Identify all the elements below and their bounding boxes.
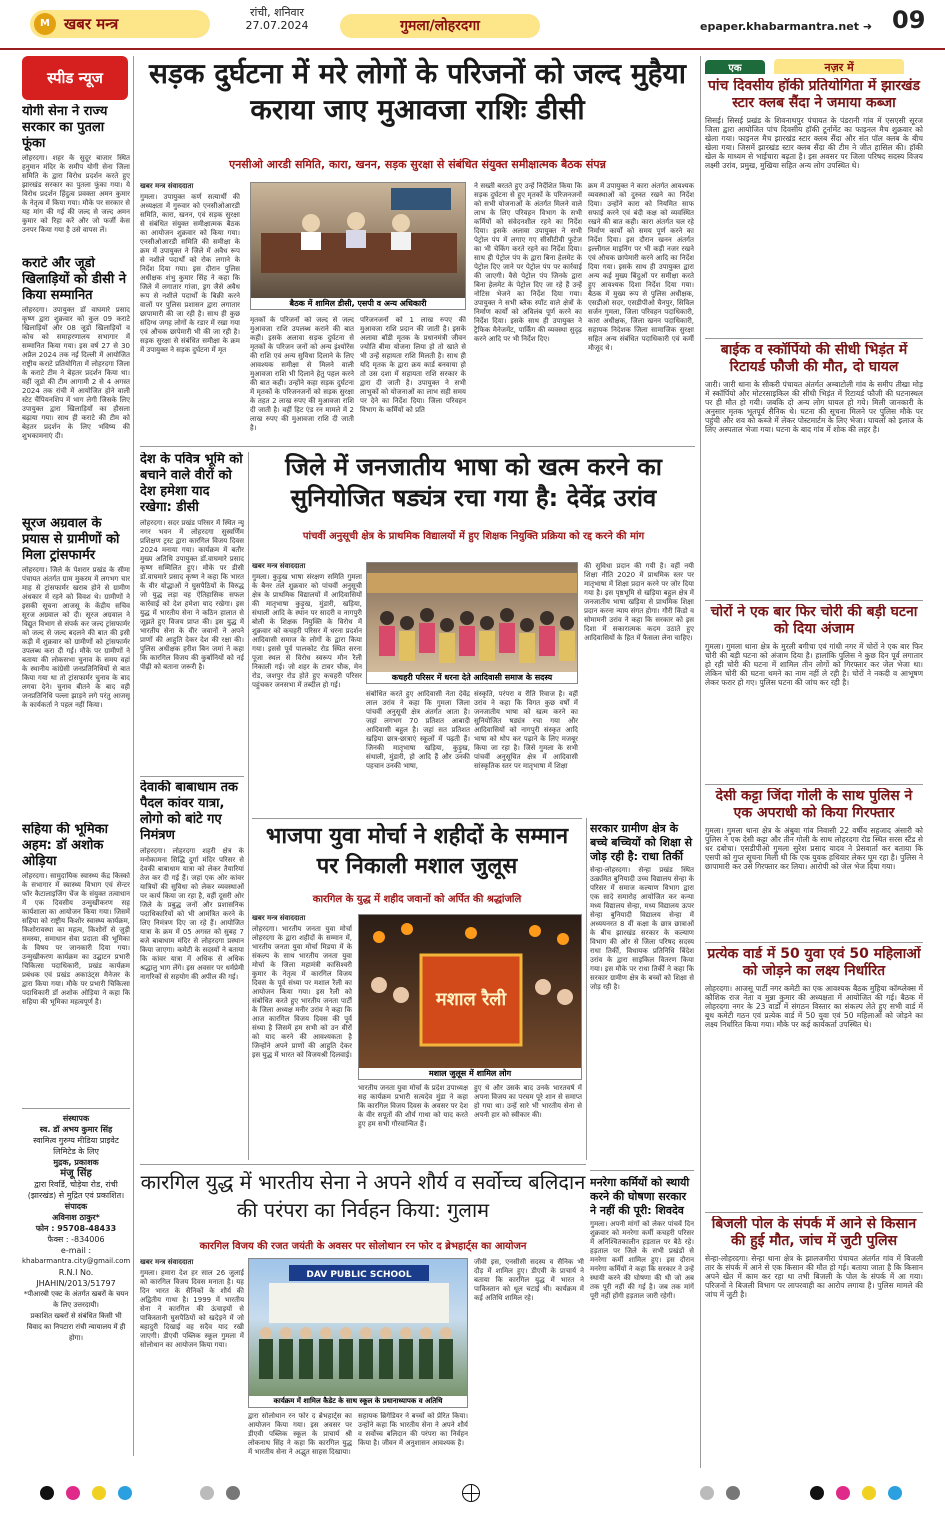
left-item-headline: सूरज अग्रवाल के प्रयास से ग्रामीणों को मिला ट्रांसफार्मर (22, 516, 120, 563)
registration-dot (66, 1486, 80, 1500)
imprint-line: *पीआरबी एक्ट के अंतर्गत खबरों के चयन के लिए उत्तरदायी। (23, 1290, 129, 1309)
imprint-line: JHAHIN/2013/51797 (36, 1279, 116, 1288)
epaper-url[interactable] (700, 20, 885, 33)
bjym-photo-caption: मशाल जुलूस में शामिल लोग (359, 1068, 581, 1079)
lead-photo-caption: बैठक में शामिल डीसी, एसपी व अन्य अधिकारी (251, 298, 465, 309)
tribal-photo-caption: कचहरी परिसर में धरना देते आदिवासी समाज के सदस्य (367, 672, 577, 683)
left-item-headline: सहिया की भूमिका अहम: डॉ अशोक ओड़िया (22, 822, 108, 869)
gulam-col-text: गुमला। हमारा देश हर साल 26 जुलाई को कारगिल विजय दिवस मनाता है। यह दिन भारत के सैनिकों के शौर्य की अद्वितीय गाथा है। 1999 में भारतीय सेना ने कारगिल की ऊंचाइयों से पाकिस्तानी घुसपैठियों को खदेड़ने में जो बहादुरी दिखाई वह सदैव याद रखी जाएगी। डीएवी पब्लिक स्कूल गुमला में सोलोथान का आयोजन किया गया। (140, 1269, 244, 1349)
right-item-headline: प्रत्येक वार्ड में 50 युवा एवं 50 महिलाओं को जोड़ने का लक्ष्य निर्धारित (707, 946, 921, 979)
lead-col-3: परिजनजनों को 1 लाख रुपए की मुआवजा राशि प्रदान की जाती है। इसके अलावा बॉडी मृतक के प्रधानमंत्री जीवन ज्योति बीमा योजना लिया हो तो खाते से भी उन्हें सहायता राशि मिलती है। साथ ही यदि मृतक के द्वारा क्रय कार्ड बनवाया हो तो उस दशा में सहायता राशि सरकार के द्वारा दी जाती है। उपायुक्त ने सभी लाभुकों को योजनाओं का लाभ सही समय पर देने का निर्देश दिया। जिला परिवहन विभाग के कर्मियों को प्रति (360, 316, 466, 414)
gulam-photo-caption: कार्यक्रम में शामिल कैडेट के साथ स्कूल के प्रधानाध्यापक व अतिथि (249, 1396, 467, 1407)
registration-dot (888, 1486, 902, 1500)
imprint-line: R.N.I No. (58, 1268, 94, 1277)
imprint-line: द्वारा रिवर्डि, चोड़ेया रोड, रांची (झारखंड) से मुद्रित एवं प्रकाशित। (27, 1180, 125, 1200)
torch-rally-illustration (359, 915, 582, 1065)
right-item-body: सेन्हा-लोहरदगा। सेन्हा थाना क्षेत्र के झालजमीरा पंचायत अंतर्गत गांव में बिजली तार के संपर्क में आने से एक किसान की मौत हो गई। बताया जाता है कि किसान अपने खेत में काम कर रहा था तभी बिजली के पोल के संपर्क में आ गया। परिजनों ने बिजली विभाग पर लापरवाही का आरोप लगाया है। पुलिस मामले की जांच में जुटी है। (705, 1254, 923, 1299)
imprint-founder: स्व. डॉ अभय कुमार सिंह (39, 1125, 113, 1134)
inner-item-2 (590, 1176, 694, 1466)
left-item-body: लोहरदगा। सामुदायिक स्वास्थ्य केंद्र किस्को के सभागार में स्वास्थ्य विभाग एवं सेन्टर फॉर कैटालाइजिंग चेंज के संयुक्त तत्वाधान में एक दिवसीय उन्मुखीकरण सह कार्यशाला का आयोजन किया गया। जिसमें सहिया को राष्ट्रीय किशोर स्वास्थ्य कार्यक्रम, किशोरावस्था का महत्व, किशोरों से जुड़ी समस्या, समाधान सेवा प्रदाता की भूमिका के विषय पर जानकारी दिया गया। उन्मुखीकरण कार्यक्रम का उद्घाटन प्रभारी चिकित्सा पदाधिकारी, प्रखंड कार्यक्रम प्रबंधक एवं प्रखंड अकाउंट्स मैनेजर के द्वारा किया गया। मौके पर प्रभारी चिकित्सा पदाधिकारी डॉ अशोक ओड़िया ने कहा कि सहिया की भूमिका महत्वपूर्ण है। (22, 872, 130, 1006)
lead-col-5: क्रम में उपायुक्त ने कारा अंतर्गत आवश्यक व्यवस्थाओं को दुरुस्त रखने का निर्देश दिया। उन्होंने कारा को नियमित साफ सफाई करने एवं बंदी कक्ष को व्यवस्थित रखने की बात कही। कारा अंतर्गत चल रहे निर्माण कार्यों को समय पूर्ण करने का निर्देश दिया। इस दौरान खनन अंतर्गत इल्लीगल माइनिंग पर भी कड़ी नजर रखने एवं औचक छापेमारी करने आदि का निर्देश दिया गया। इसके साथ ही उपायुक्त द्वारा अन्य कई मुख्य बिंदुओं पर समीक्षा करते हुए आवश्यक दिशा निर्देश दिया गया। बैठक में मुख्य रूप से पुलिस अधीक्षक, एसडीओ सदर, एसडीपीओ चैनपुर, सिविल सर्जन गुमला, जिला परिवहन पदाधिकारी, कारा अधीक्षक, जिला खनन पदाधिकारी, सहायक निदेशक जिला सामाजिक सुरक्षा सहित अन्य संबंधित पदाधिकारी एवं कर्मी मौजूद थे। (588, 182, 694, 352)
masthead (0, 0, 945, 50)
imprint-line: अविनाश ठाकुर* (52, 1213, 100, 1222)
right-item-2 (705, 342, 923, 596)
registration-dot (200, 1486, 214, 1500)
right-item-3 (705, 604, 923, 780)
protest-illustration (367, 563, 578, 671)
imprint-line: प्रकाशित खबरों से संबंधित किसी भी विवाद का निपटारा रांची न्यायालय में ही होगा। (26, 1312, 126, 1342)
right-item-body: लोहरदगा। आजसू पार्टी नगर कमेटी का एक आवश्यक बैठक मुहिया कॉम्प्लेक्स में कौशिक राज नेता व मुन्ना कुमार की अध्यक्षता में आयोजित की गई। बैठक में लोहरदगा नगर के 23 वार्डों में संगठन विस्तार का संकल्प लेते हुए सभी वार्ड में बूथ कमेटी गठन एवं प्रत्येक वार्ड में 50 युवा एवं 50 महिलाओं को जोड़ने का लक्ष्य निर्धारित किया गया। मौके पर कई कार्यकर्ता उपस्थित थे। (705, 984, 923, 1029)
imprint-email[interactable]: khabarmantra.city@gmail.com (22, 1257, 130, 1265)
tribal-col-text: गुमला। कुड़ुख भाषा संरक्षण समिति गुमला के बैनर तले शुक्रवार को पांचवीं अनुसूची क्षेत्र के प्राथमिक विद्यालयों में आदिवासियों की मातृभाषा कुड़ुख, मुंडारी, खड़िया, संथाली आदि के स्थान पर सादरी व नागपुरी बोली के शिक्षक नियुक्ति के विरोध में शुक्रवार को कचहरी परिसर में धरना प्रदर्शन आदिवासी समाज के लोगों के द्वारा किया गया। इससे पूर्व पालकोट रोड स्थित सरना पूजा स्थल से विरोध स्वरूप मौन रैली निकाली गई। जो शहर के टावर चौक, मेन रोड, जशपुर रोड होते हुए कचहरी परिसर पहुंचकर जनसभा में तब्दील हो गई। (252, 573, 362, 689)
left-item-3 (22, 516, 130, 814)
inner-item-body: सेन्हा-लोहरदगा। सेन्हा प्रखंड स्थित उत्क्रमित बुनियादी उच्च विद्यालय सेन्हा के परिसर में समाज कल्याण विभाग द्वारा एक सादे समारोह आयोजित कर कन्या मध्य विद्यालय सेन्हा, मध्य विद्यालय ऊपर सेन्हा बुनियादी विद्यालय सेन्हा में अध्ययनरत 8 वीं कक्षा के छात्र छात्राओं के बीच झारखंड सरकार के कल्याण विभाग की ओर से जिला परिषद सदस्य राधा तिर्की, विधायक प्रतिनिधि बिंदेश उरांव के द्वारा साइकिल वितरण किया गया। इस मौके पर राधा तिर्की ने कहा कि सरकार ग्रामीण क्षेत्र के बच्चों को शिक्षा से जोड़ रही है। (590, 866, 694, 991)
bjym-col-1 (252, 914, 352, 1160)
story-kargil-dc-headline: देश के पवित्र भूमि को बचाने वाले वीरों को देश हमेशा याद रखेगा: डीसी (140, 452, 243, 515)
story-tribal-language-head-box (252, 452, 695, 528)
inner-item-headline: सरकार ग्रामीण क्षेत्र के बच्चे बच्चियों को शिक्षा से जोड़ रही है: राधा तिर्की (590, 822, 693, 863)
right-item-headline: चोरों ने एक बार फिर चोरी की बड़ी घटना को दिया अंजाम (710, 604, 918, 637)
cursor-icon: ➜ (862, 20, 873, 33)
bjym-byline: खबर मन्त्र संवाददाता (252, 914, 306, 922)
brand-name: खबर मन्त्र (64, 15, 119, 33)
print-registration-strip (0, 1474, 945, 1517)
lead-byline: खबर मन्त्र संवाददाता (140, 182, 194, 190)
dateline (222, 6, 332, 32)
registration-dot (226, 1486, 240, 1500)
story-tribal-language-headline: जिले में जनजातीय भाषा को खत्म करने का सुनियोजित षड्यंत्र रचा गया है: देवेंद्र उरांव (285, 453, 662, 512)
left-column (22, 104, 130, 1444)
tribal-col-1 (252, 562, 362, 814)
gulam-col-1 (140, 1258, 244, 1468)
story-kargil-gulam-headline: कारगिल युद्ध में भारतीय सेना ने अपने शौर्य व सर्वोच्च बलिदान की परंपरा का निर्वहन किया: गुलाम (140, 1170, 586, 1222)
school-group-illustration (249, 1259, 468, 1395)
imprint-line: स्वामित्व गुरुग्य मीडिया प्राइवेट लिमिटेड के लिए (33, 1136, 119, 1156)
speed-news-logo-text: स्पीड न्यूज (47, 69, 103, 87)
left-item-headline: कराटे और जूडो खिलाड़ियों को डीसी ने किया सम्मानित (22, 256, 127, 303)
inner-item-1 (590, 822, 694, 1012)
registration-dot (118, 1486, 132, 1500)
story-kargil-dc (140, 452, 244, 772)
section-title: गुमला/लोहरदगा (340, 14, 540, 38)
inner-item-headline: मनरेगा कर्मियों को स्थायी करने की घोषणा सरकार ने नहीं की पूरी: शिवदेव (590, 1176, 690, 1217)
lead-col-1 (140, 182, 240, 442)
registration-dot (700, 1486, 714, 1500)
story-kargil-dc-body: लोहरदगा। सदर प्रखंड परिसर में स्थित न्यू नगर भवन में लोहरदगा सुस्वर्णिम प्रशिक्षण ट्रस्ट द्वारा कारगिल विजय दिवस 2024 मनाया गया। कार्यक्रम में बतौर मुख्य अतिथि उपायुक्त डॉ.वाघमारे प्रसाद कृष्ण सम्मिलित हुए। मौके पर डीसी डॉ.वाघमारे प्रसाद कृष्ण ने कहा कि भारत के वीर योद्धाओं ने घुसपैठियों के विरुद्ध जो युद्ध लड़ा वह ऐतिहासिक सफल कार्रवाई को देश हमेशा याद रखेगा। इस युद्ध में भारतीय सेना ने कठिन हालात से जूझते हुए विजय प्राप्त की। इस युद्ध में भारतीय सेना के वीर जवानों ने अपने प्राणों की आहुति देकर देश की रक्षा की। पुलिस अधीक्षक हरीश बिन जमां ने कहा कि कारगिल विजय की कुर्बानियों को नई पीढ़ी को बताना जरूरी है। (140, 519, 244, 671)
story-tribal-language-sub: पांचवीं अनुसूची क्षेत्र के प्राथमिक विद्यालयों में हुए शिक्षक नियुक्ति प्रक्रिया को रद्द करने की मांग (302, 531, 645, 542)
right-item-body: जारी। जारी थाना के सीकरी पंचायत अंतर्गत अम्बाटोली गांव के समीप तीखा मोड़ में स्कॉर्पियो और मोटरसाइकिल की सीधी भिड़ंत में रिटायर्ड फौजी की घटनास्थल पर ही मौत हो गयी। जबकि दो अन्य लोग घायल हो गये। मिली जानकारी के अनुसार मृतक भूतपूर्व सैनिक थे। घटना की सूचना मिलने पर पुलिस मौके पर पहुंची और शव को कब्जे में लेकर पोस्टमार्टम के लिए भेजा। घायलों को इलाज के लिए अस्पताल भेजा गया। घटना के बाद गांव में शोक की लहर है। (705, 380, 923, 434)
tribal-col-4: की सुविधा प्रदान की गयी है। वहीं नयी शिक्षा नीति 2020 में प्राथमिक स्तर पर मातृभाषा में शिक्षा प्रदान करने पर जोर दिया गया है। इस पृष्ठभूमि से खड़िया बहुल क्षेत्र में जनजातीय भाषा खड़िया से प्राथमिक शिक्षा प्रदान करना न्याय संगत होगा। गौरी किंडो व सोमामनी उरांव ने कहा कि सरकार को इस दिशा में सकारात्मक कदम उठाते हुए आदिवासियों के हित में फैसला लेना चाहिए। (584, 562, 694, 642)
left-item-headline: योगी सेना ने राज्य सरकार का पुतला फूंका (22, 104, 108, 151)
story-kanwar-yatra (140, 780, 244, 1160)
right-item-body: सिसई। सिसई प्रखंड के शिवनाथपुर पंचायत के पंडरानी गांव में एसएसी सूरज जिला द्वारा आयोजित पांच दिवसीय हॉकी टूर्नामेंट का फाइनल मैच शुक्रवार को खेला गया। फाइनल मैच झारखंड स्टार क्लब सैंदा और संत पॉल क्लब के बीच खेला गया। जिसमें झारखंड स्टार क्लब सैंदा की टीम ने जीत हासिल की। हॉकी खेल के माध्यम से भाईचारा बढ़ता है। इस अवसर पर जिला परिषद सदस्य विजय लक्ष्मी उरांव, प्रमुख, मुखिया सहित अन्य लोग उपस्थित थे। (705, 116, 923, 170)
left-item-body: लोहरदगा। जिले के पेशरार प्रखंड के सीमा पंचायत अंतर्गत ग्राम मुकरम में लगभग चार माह से ट्रांसफार्मर खराब होने से ग्रामीण अंधकार में रहने को विवश थे। ग्रामीणों ने इसकी सूचना आजसू के केंद्रीय सचिव सूरज अग्रवाल को दी। सूरज अग्रवाल ने विद्युत विभाग से संपर्क कर जल्द ट्रांसफार्मर को जल्द से जल्द बदलने की बात की इसी कड़ी में शुक्रवार को ग्रामीणों को ट्रांसफार्मर उपलब्ध करा दी गई। मौके पर ग्रामीणों ने बताया की लोकसभा चुनाव के समय वहां के स्थानीय कांग्रेसी जनप्रतिनिधियों से बात किया गया था तो ट्रांसफार्मर चुनाव के बाद लगवा देने। चुनाव बीतने के बाद वही जनप्रतिनिधि पल्ला झाड़ने लगे परंतु आजसू के कार्यकर्ता ने पहल नहीं किया। (22, 566, 130, 709)
left-item-2 (22, 256, 130, 508)
lead-col-text: गुमला। उपायुक्त कर्ण सत्यार्थी की अध्यक्षता में गुरुवार को एनसीओआरडी समिति, कारा, खनन, एवं सड़क सुरक्षा से संबंधित संयुक्त समीक्षात्मक बैठक का आयोजन शुक्रवार को किया गया। एनसीओआरडी समिति की समीक्षा के क्रम में उपायुक्त ने जिले में अवैध रूप से नशीले पदार्थों को रोक लगाने के निर्देश दिया गया। इस दौरान पुलिस अधीक्षक शंभु कुमार सिंह ने कहा कि जिले में लगातार गांजा, ड्रग जैसे अवैध रूप से नशीले पदार्थों के बिक्री करने वालों पर पुलिस प्रशासन द्वारा लगातार छापामारी की जा रही है। साथ ही कुछ संदिग्ध जगह लोगों के रडार में रखा गया एवं औचक छापेमारी भी की जा रही है। सड़क सुरक्षा से संबंधित समीक्षा के क्रम में उपायुक्त ने सड़क दुर्घटना में मृत (140, 193, 240, 354)
lead-headline-box (140, 56, 695, 156)
gulam-byline: खबर मन्त्र संवाददाता (140, 1258, 194, 1266)
imprint-line: फोन : 95708-48433 (35, 1224, 117, 1233)
page-number: 09 (892, 6, 926, 34)
right-item-4 (705, 788, 923, 938)
registration-dot (862, 1486, 876, 1500)
registration-dot (92, 1486, 106, 1500)
gulam-photo (248, 1258, 468, 1408)
right-item-headline: बिजली पोल के संपर्क में आने से किसान की हुई मौत, जांच में जुटी पुलिस (711, 1216, 917, 1249)
right-item-body: गुमला। गुमला थाना क्षेत्र के अंबुवा गांव निवासी 22 वर्षीय सहजाद अंसारी को पुलिस ने एक देसी कट्टा और तीन गोली के साथ लोहरदगा रोड स्थित सरस स्टैंड से धर दबोचा। एसडीपीओ गुमला सुरेश प्रसाद यादव ने प्रेसवार्ता कर बताया कि एसपी को गुप्त सूचना मिली थी कि एक युवक हथियार लेकर घूम रहा है। पुलिस ने छापामारी कर उसे गिरफ्तार कर लिया। आरोपी को जेल भेज दिया गया। (705, 826, 923, 871)
inner-item-body: गुमला। अपनी मांगों को लेकर पांचवें दिन शुक्रवार को मनरेगा कर्मी कचहरी परिसर में अनिश्चितकालीन हड़ताल पर बैठे रहे। हड़ताल पर जिले के सभी प्रखंडों से मनरेगा कर्मी शामिल हुए। इस दौरान मनरेगा कर्मियों ने कहा कि सरकार ने उन्हें स्थायी करने की घोषणा की थी जो अब तक पूरी नहीं की गई है। जब तक मांगें पूरी नहीं होंगी हड़ताल जारी रहेगी। (590, 1220, 694, 1300)
registration-dot (726, 1486, 740, 1500)
gulam-col-4: जीवी इस, एनसीसी सदस्य व सैनिक भी दौड़ में शामिल हुए। डीएवी के प्राचार्य ने बताया कि कारगिल युद्ध में भारत ने पाकिस्तान को धूल चटाई थी। कार्यक्रम में कई अतिथि शामिल रहे। (474, 1258, 584, 1302)
imprint-line: मंजू सिंह (60, 1168, 92, 1179)
story-kargil-gulam-head-box (140, 1168, 586, 1238)
brand-logo-icon: M (34, 13, 56, 35)
story-kanwar-yatra-body: लोहरदगा। लोहरदगा शहरी क्षेत्र के मनोकामना सिद्धि दुर्गा मंदिर परिसर से देवकी बाबाधाम यात्रा को लेकर तैयारियां तेज कर दी गई हैं। जहां एक ओर कांवर यात्रियों की सुविधा को लेकर व्यवस्थाओं पर कार्य किया जा रहा है, वहीं दूसरी ओर जिले के प्रबुद्ध जनों और प्रशासनिक पदाधिकारियों को भी आमंत्रित करने के लिए निमंत्रण दिए जा रहे हैं। आयोजित यात्रा के क्रम में 05 अगस्त को सुबह 7 बजे बाबाधाम मंदिर से लोहरदगा प्रस्थान किया जाएगा। कमेटी के सदस्यों ने बताया कि कांवर यात्रा में अधिक से अधिक श्रद्धालु भाग लेंगे। इस अवसर पर धर्मप्रेमी नागरिकों से सहयोग की अपील की गई। (140, 847, 244, 981)
registration-dot (40, 1486, 54, 1500)
imprint-line: संपादक (64, 1202, 88, 1211)
right-item-1 (705, 78, 923, 334)
left-item-body: लोहरदगा। उपायुक्त डॉ वाघमारे प्रसाद कृष्ण द्वारा शुक्रवार को कुल 09 कराटे खिलाड़ियों और 08 जूडो खिलाड़ियों व कोच को समाहरणालय सभागार में सम्मानित किया गया। इस वर्ष 27 से 30 अप्रैल 2024 तक नई दिल्ली में आयोजित राष्ट्रीय कराटे प्रतियोगिता में लोहरदगा जिला के कराटे टीम ने बेहतर प्रदर्शन किया था। वहीं जूडो की टीम आगामी 2 से 4 अगस्त 2024 तक रांची में आयोजित होने वाली स्टेट चैंपियनशिप में भाग लेगी जिसके लिए उपायुक्त द्वारा खिलाड़ियों का हौसला बढ़ाया गया। साथ ही कराटे की टीम को बेहतर प्रदर्शन के लिए भविष्य की शुभकामनाएं दी। (22, 306, 130, 440)
imprint-line: e-mail : (60, 1246, 92, 1255)
lead-headline: सड़क दुर्घटना में मरे लोगों के परिजनों को जल्द मुहैया कराया जाए मुआवजा राशिः डीसी (149, 57, 686, 126)
left-item-body: लोहरदगा। शहर के सुदूर बाजार स्थित हनुमान मंदिर के समीप योगी सेना जिला समिति के द्वारा विरोध प्रदर्शन करते हुए झारखंड सरकार का पुतला फूंका गया। ये विरोध प्रदर्शन हिंदुत्व प्रवक्ता अमन कुमार के नेतृत्व में किया गया। मौके पर सरकार से यह मांग की गई की जल्द से जल्द अमन कुमार को रिहा करें और जो फर्जी केस उनपर किया गया है उसे वापस लें। (22, 154, 130, 234)
bjym-photo (358, 914, 582, 1080)
right-item-headline: पांच दिवसीय हॉकी प्रतियोगिता में झारखंड स्टार क्लब सैंदा ने जमाया कब्जा (707, 78, 920, 111)
meeting-illustration (251, 183, 466, 293)
tribal-col-2: संबोधित करते हुए आदिवासी नेता देवेंद्र लाल उरांव ने कहा कि गुमला जिला पांचवीं अनुसूची क्षेत्र अंतर्गत आता है। जहां लगभग 70 प्रतिशत आबादी आदिवासी बहुल है। जहां सत प्रतिशत खड़िया छात्र-छात्राएं स्कूलों में पढ़ती हैं। जिनकी मातृभाषा खड़िया, कुड़ुख, संथाली, मुंडारी, हो आदि हैं और उनकी पहचान उनकी भाषा, (366, 690, 470, 770)
bjym-col-2: भारतीय जनता युवा मोर्चा के प्रदेश उपाध्यक्ष सह कार्यक्रम प्रभारी सत्यदेव मुंडा ने कहा कि कारगिल विजय दिवस के अवसर पर देश के वीर सपूतों की शौर्य गाथा को याद करते हुए हम सभी गौरवान्वित हैं। (358, 1084, 468, 1128)
imprint-line: फैक्स : -834006 (47, 1235, 105, 1244)
epaper-url-text: epaper.khabarmantra.net (700, 20, 859, 33)
tribal-byline: खबर मन्त्र संवाददाता (252, 562, 306, 570)
registration-dot (836, 1486, 850, 1500)
lead-subheadline: एनसीओ आरडी समिति, कारा, खनन, सड़क सुरक्षा से संबंधित संयुक्त समीक्षात्मक बैठक संपन्न (229, 158, 606, 171)
left-item-1 (22, 104, 130, 250)
tribal-photo (366, 562, 578, 684)
right-item-headline: देसी कट्टा जिंदा गोली के साथ पुलिस ने एक अपराधी को किया गिरफ्तार (715, 788, 913, 821)
date: 27.07.2024 (245, 19, 309, 32)
imprint (22, 1108, 130, 1344)
ek-nazar-left: एक (705, 60, 765, 74)
crosshair-icon (462, 1484, 480, 1502)
imprint-line: मुद्रक, प्रकाशक (53, 1158, 99, 1167)
ek-nazar-tab (705, 56, 923, 74)
imprint-title: संस्थापक (62, 1114, 90, 1123)
right-item-5 (705, 946, 923, 1208)
story-kanwar-yatra-headline: देवाकी बाबाधाम तक पैदल कांवर यात्रा, लोगो को बांटे गए निमंत्रण (140, 780, 239, 843)
right-item-6 (705, 1216, 923, 1468)
school-sign-text: DAV PUBLIC SCHOOL (306, 1270, 412, 1280)
ek-nazar-right: नज़र में (774, 59, 904, 74)
story-kargil-gulam-sub: कारगिल विजय की रजत जयंती के अवसर पर सोलोथान रन फोर द ब्रेभहार्ट्स का आयोजन (199, 1241, 527, 1252)
lead-col-4: ने सख्ती बरतते हुए उन्हें निर्देशित किया कि सड़क दुर्घटना से हुए मृतकों के परिजनजनों को सभी योजनाओं के अंतर्गत मिलने वाले लाभ के लिए परिवहन विभाग के सभी कर्मियों को संवेदनशील रहने का निर्देश दिया। इसके अलावा उपायुक्त ने सभी पेट्रोल पंप में लगाए गए सीसीटीवी फुटेज का भी चेकिंग करते रहने का निर्देश दिया। साथ ही पेट्रोल पंप के द्वारा बिना हेलमेट के पेट्रोल दिए जाने पर पेट्रोल पंप पर कार्रवाई की जाएगी। वैसे पेट्रोल पंप जिनके द्वारा बिना हेलमेट के पेट्रोल दिए जा रहे हैं उन्हें नोटिस भेजने का निर्देश दिया गया। उपायुक्त ने सभी ब्लैक स्पॉट वाले क्षेत्रों के निर्माण कार्यों को अविलंब पूर्ण करने का निर्देश दिया। इसके साथ ही उपायुक्त ने ट्रैफिक मैनेजमेंट, पार्किंग की व्यवस्था सुदृढ़ करने आदि पर भी निर्देश दिए। (474, 182, 582, 343)
right-item-body: गुमला। गुमला थाना क्षेत्र के मुरली बगीचा एवं गांधी नगर में चोरों ने एक बार फिर चोरी की बड़ी घटना को अंजाम दिया है। हालांकि पुलिस ने कुछ दिन पूर्व लगातार हो रही चोरी की घटना में शामिल तीन लोगों को गिरफ्तार कर जेल भेजा था। लेकिन चोरी की घटना थमने का नाम नहीं ले रही है। चोरों ने नकदी व आभूषण लेकर फरार हो गए। पुलिस घटना की जांच कर रही है। (705, 642, 923, 687)
gulam-col-3: सहायक ब्रिगेडियर ने बच्चों को प्रेरित किया। उन्होंने कहा कि भारतीय सेना ने अपने शौर्य व सर्वोच्च बलिदान की परंपरा का निर्वहन किया है। जीवन में अनुशासन आवश्यक है। (358, 1412, 468, 1447)
story-bjym-sub: कारगिल के युद्ध में शहीद जवानों को अर्पित की श्रद्धांजलि (312, 894, 522, 905)
bjym-col-3: हुए थे और उसके बाद उनके भारतवर्ष में अपना विजय का परचम पूरे शान से समाप्त हो गया था। उन्हें सारे भी भारतीय सेना से अपनी हार को स्वीकार की। (474, 1084, 582, 1119)
lead-photo (250, 182, 466, 310)
speed-news-logo (22, 56, 128, 100)
bjym-col-text: लोहरदगा। भारतीय जनता युवा मोर्चा लोहरदगा के द्वारा शहीदों के सम्मान में, भारतीय जनता युवा मोर्चा मिडया में के संकल्प के साथ भारतीय जनता युवा मोर्चा के जिला महामंत्री कासिश्वरी कुमार के नेतृत्व में कारगिल विजय दिवस के पूर्व संध्या पर मशाल रैली का आयोजन किया गया। इस रैली को संबोधित करते हुए भारतीय जनता पार्टी के जिला अध्यक्ष मनीर उरांव ने कहा कि आज कारगिल विजय दिवस की पूर्व संध्या है जिसमें हम सभी को उन वीरों को याद करने की आवश्यकता है जिन्होंने अपने प्राणों की आहुति देकर इस युद्ध में भारत को विजयश्री दिलवाई। (252, 925, 352, 1059)
right-item-headline: बाईक व स्कॉर्पियो की सीधी भिड़ंत में रिटायर्ड फौजी की मौत, दो घायल (720, 342, 908, 375)
gulam-col-2: द्वारा सोलोथान रन फोर द ब्रेभहार्ट्स का आयोजन किया गया। इस अवसर पर डीएवी पब्लिक स्कूल के प्राचार्य श्री लोकनाथ सिंह ने कहा कि कारगिल युद्ध में भारतीय सेना ने अद्भुत साहस दिखाया। (248, 1412, 352, 1456)
date-place: रांची, शनिवार (249, 6, 305, 19)
story-bjym-head-box (252, 822, 582, 892)
story-bjym-headline: भाजपा युवा मोर्चा ने शहीदों के सम्मान पर निकाली मशाल जुलूस (265, 824, 569, 879)
lead-col-2: मृतकों के परिजनों को जल्द से जल्द मुआवजा राशि उपलब्ध कराने की बात कही। इसके अलावा सड़क दुर्घटना से मृतकों के परिजन जनों को अन्य इंश्योरेंस की राशि एवं अन्य सुविधा दिलाने के लिए आवश्यक समीक्षा से मिलने वाली मुआवजा राशि भी दिलाने हेतु पहल करने की बात कही। उन्होंने कहा सड़क दुर्घटना में मृतकों के परिजनजनों को सड़क सुरक्षा के तहत 2 लाख रुपए की मुआवजा राशि दी जाती है। वहीं हिट एंड रन मामले में 2 लाख रुपए की मुआवजा राशि दी जाती है। (250, 316, 354, 432)
registration-dot (810, 1486, 824, 1500)
left-item-4 (22, 822, 130, 1092)
brand-badge (30, 10, 210, 38)
rally-banner-text: मशाल रैली (435, 989, 507, 1010)
tribal-col-3: संस्कृति, परंपरा व रीति रिवाज है। वहीं उरांव ने कहा कि विगत कुछ वर्षों में जनजातीय भाषा को खत्म करने का सुनियोजित षड्यंत्र रचा गया और आदिवासियों को नागपुरी संस्कृत आदि भाषा को थोप कर पढ़ाने के लिए मजबूर किया जा रहा है। जिसे गुमला के सभी पांचवीं अनुसूचित क्षेत्र में आदिवासी सांस्कृतिक स्तर पर मातृभाषा में शिक्षा (474, 690, 578, 770)
